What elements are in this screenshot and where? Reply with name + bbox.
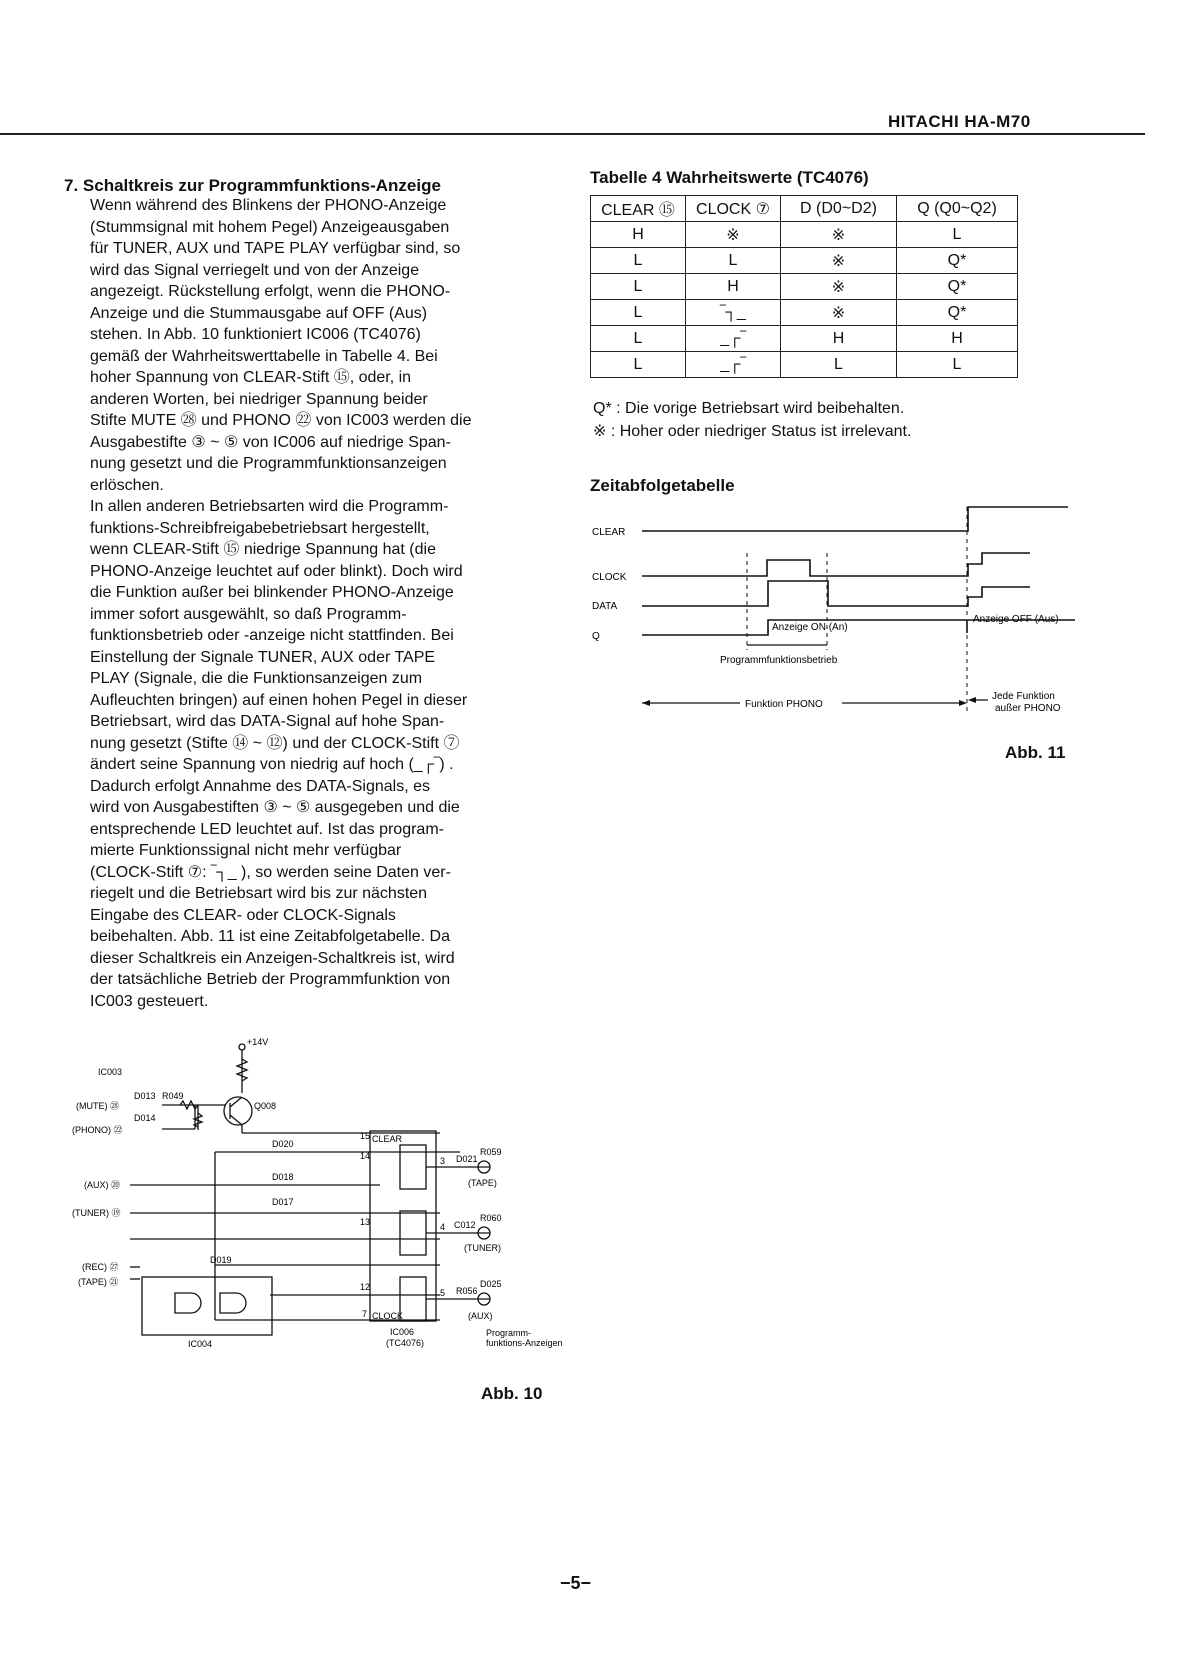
figure-caption-abb11: Abb. 11 bbox=[1005, 743, 1066, 762]
timing-title: Zeitabfolgetabelle bbox=[590, 476, 735, 495]
table-cell: _┌‾ bbox=[686, 326, 781, 352]
table-cell: _┌‾ bbox=[686, 352, 781, 378]
signal-label-data: DATA bbox=[592, 601, 618, 612]
part-label: D020 bbox=[272, 1139, 294, 1149]
table-header-row bbox=[591, 196, 1018, 222]
table-cell: L bbox=[781, 352, 897, 378]
text-line: Aufleuchten bringen) auf einen hohen Pegel in dieser bbox=[90, 691, 468, 709]
clear-waveform bbox=[642, 507, 1068, 531]
text-line: (Stummsignal mit hohem Pegel) Anzeigeausgaben bbox=[90, 218, 450, 236]
output-label-2: funktions-Anzeigen bbox=[486, 1338, 563, 1348]
text-line: mierte Funktionssignal nicht mehr verfügbar bbox=[90, 842, 402, 859]
part-label: D014 bbox=[134, 1113, 156, 1123]
text-line: für TUNER, AUX und TAPE PLAY verfügbar sind, so bbox=[90, 240, 461, 257]
text-line: entsprechende LED leuchtet auf. Ist das program- bbox=[90, 820, 444, 838]
table-cell: ‾┐_ bbox=[686, 300, 781, 326]
q008-transistor bbox=[224, 1097, 252, 1125]
schematic-diagram bbox=[70, 1035, 610, 1375]
arrow-head bbox=[642, 700, 650, 706]
table-row bbox=[591, 274, 1018, 300]
supply-terminal bbox=[239, 1044, 245, 1050]
ic-pin: 3 bbox=[440, 1156, 446, 1166]
arrow-head bbox=[959, 700, 967, 706]
text-line: In allen anderen Betriebsarten wird die Programm- bbox=[90, 498, 449, 515]
text-line: anderen Worten, bei niedriger Spannung beider bbox=[90, 390, 428, 408]
text-line: Eingabe des CLEAR- oder CLOCK-Signals bbox=[90, 906, 396, 924]
header-rule bbox=[0, 133, 1145, 135]
text-line: ändert seine Spannung von niedrig auf hoch (_┌‾) . bbox=[90, 756, 454, 773]
table-cell: L bbox=[591, 352, 686, 378]
text-line: dieser Schaltkreis ein Anzeigen-Schaltkreis ist, wird bbox=[90, 949, 455, 967]
text-line: wird von Ausgabestiften ③ ~ ⑤ ausgegeben und die bbox=[90, 799, 460, 816]
truth-table bbox=[590, 195, 1018, 378]
table-cell: L bbox=[591, 248, 686, 274]
clock-waveform bbox=[642, 553, 1030, 576]
output-label-1: Programm- bbox=[486, 1328, 532, 1338]
text-line: Betriebsart, wird das DATA-Signal auf hohe Span- bbox=[90, 713, 445, 730]
label-anzeige-off: Anzeige OFF (Aus) bbox=[973, 614, 1059, 625]
text-line: Ausgabestifte ③ ~ ⑤ von IC006 auf niedrige Span- bbox=[90, 433, 451, 451]
text-line: immer sofort ausgewählt, so daß Programm- bbox=[90, 605, 407, 623]
table-cell: L bbox=[591, 274, 686, 300]
table-row bbox=[591, 352, 1018, 378]
part-label: D019 bbox=[210, 1255, 232, 1265]
ic-pin: 4 bbox=[440, 1222, 446, 1232]
arrow-head bbox=[968, 697, 976, 703]
section-title: 7. Schaltkreis zur Programmfunktions-Anzeige bbox=[64, 176, 441, 195]
text-line: PHONO-Anzeige leuchtet auf oder blinkt). Doch wird bbox=[90, 562, 463, 580]
text-line: wenn CLEAR-Stift ⑮ niedrige Spannung hat (die bbox=[90, 541, 436, 558]
text-line: Einstellung der Signale TUNER, AUX oder TAPE bbox=[90, 648, 436, 666]
text-line: riegelt und die Betriebsart wird bis zur nächsten bbox=[90, 885, 428, 902]
supply-label: +14V bbox=[247, 1037, 269, 1047]
ic003-label: IC003 bbox=[98, 1067, 123, 1077]
signal-label-clear: CLEAR bbox=[592, 527, 626, 538]
text-line: stehen. In Abb. 10 funktioniert IC006 (TC4076) bbox=[90, 326, 421, 343]
part-label: C012 bbox=[454, 1220, 476, 1230]
input-aux: (AUX) ⑳ bbox=[84, 1180, 121, 1190]
ic-pin: 5 bbox=[440, 1288, 446, 1298]
ic004-body bbox=[142, 1277, 272, 1335]
output-aux: (AUX) bbox=[468, 1311, 493, 1321]
ic-pin: 12 bbox=[360, 1282, 371, 1292]
table-cell: ※ bbox=[781, 222, 897, 248]
text-line: Anzeige und die Stummausgabe auf OFF (Aus) bbox=[90, 304, 428, 322]
table-cell: ※ bbox=[781, 300, 897, 326]
table-cell: Q* bbox=[897, 300, 1018, 326]
label-jede-funktion: Jede Funktion bbox=[992, 691, 1055, 702]
label-anzeige-on: Anzeige ON (An) bbox=[772, 622, 848, 633]
ic-pin: 14 bbox=[360, 1151, 371, 1161]
paragraph-1 bbox=[90, 195, 472, 496]
table-cell: H bbox=[897, 326, 1018, 352]
ic006-label: IC006 bbox=[390, 1327, 415, 1337]
text-line: nung gesetzt (Stifte ⑭ ~ ⑫) und der CLOCK-Stift ⑦ bbox=[90, 734, 460, 752]
text-line: funktions-Schreibfreigabebetriebsart hergestellt, bbox=[90, 519, 430, 537]
part-label: D018 bbox=[272, 1172, 294, 1182]
part-label: R060 bbox=[480, 1213, 502, 1223]
table-row bbox=[591, 248, 1018, 274]
table-note-irrelevant: ※ : Hoher oder niedriger Status ist irrelevant. bbox=[593, 423, 912, 440]
table-cell: L bbox=[591, 300, 686, 326]
page-number: −5− bbox=[560, 1573, 592, 1593]
signal-label-q: Q bbox=[592, 631, 600, 642]
ic004-label: IC004 bbox=[188, 1339, 213, 1349]
table-row bbox=[591, 326, 1018, 352]
text-line: die Funktion außer bei blinkender PHONO-Anzeige bbox=[90, 584, 454, 601]
label-funktion-phono: Funktion PHONO bbox=[745, 699, 823, 710]
text-line: Wenn während des Blinkens der PHONO-Anzeige bbox=[90, 197, 447, 214]
text-line: hoher Spannung von CLEAR-Stift ⑮, oder, in bbox=[90, 369, 412, 386]
ic-pin: 13 bbox=[360, 1217, 371, 1227]
input-tuner: (TUNER) ⑲ bbox=[72, 1208, 121, 1218]
timing-diagram bbox=[590, 495, 1090, 725]
table-cell: H bbox=[591, 222, 686, 248]
part-label: R049 bbox=[162, 1091, 184, 1101]
table-cell: ※ bbox=[781, 274, 897, 300]
output-tape: (TAPE) bbox=[468, 1178, 497, 1188]
text-line: (CLOCK-Stift ⑦: ‾┐_ ), so werden seine Daten ver- bbox=[90, 863, 451, 881]
input-tape: (TAPE) ㉑ bbox=[78, 1277, 119, 1287]
text-line: IC003 gesteuert. bbox=[90, 992, 209, 1010]
part-label: D013 bbox=[134, 1091, 156, 1101]
text-line: wird das Signal verriegelt und von der Anzeige bbox=[90, 261, 420, 279]
text-line: gemäß der Wahrheitswerttabelle in Tabelle 4. Bei bbox=[90, 347, 438, 365]
table-cell: Q* bbox=[897, 248, 1018, 274]
table-row bbox=[591, 222, 1018, 248]
signal-label-clock: CLOCK bbox=[592, 572, 627, 583]
text-line: nung gesetzt und die Programmfunktionsanzeigen bbox=[90, 455, 447, 472]
table-cell: L bbox=[897, 222, 1018, 248]
part-label: D021 bbox=[456, 1154, 478, 1164]
text-line: Dadurch erfolgt Annahme des DATA-Signals, es bbox=[90, 777, 431, 795]
table-cell: Q* bbox=[897, 274, 1018, 300]
table-note-q: Q* : Die vorige Betriebsart wird beibehalten. bbox=[593, 400, 905, 417]
part-label: R059 bbox=[480, 1147, 502, 1157]
text-line: funktionsbetrieb oder -anzeige nicht stattfinden. Bei bbox=[90, 627, 454, 644]
ic006-clear: CLEAR bbox=[372, 1134, 403, 1144]
ic006-clock: CLOCK bbox=[372, 1311, 404, 1321]
brand-header: HITACHI HA-M70 bbox=[888, 112, 1031, 131]
table-cell: ※ bbox=[686, 222, 781, 248]
text-line: Stifte MUTE ㉘ und PHONO ㉒ von IC003 werden die bbox=[90, 412, 472, 429]
output-tuner: (TUNER) bbox=[464, 1243, 501, 1253]
text-line: beibehalten. Abb. 11 ist eine Zeitabfolgetabelle. Da bbox=[90, 928, 450, 945]
table-header: D (D0~D2) bbox=[781, 196, 897, 222]
table-cell: L bbox=[591, 326, 686, 352]
text-line: PLAY (Signale, die die Funktionsanzeigen zum bbox=[90, 670, 423, 687]
text-line: der tatsächliche Betrieb der Programmfunktion von bbox=[90, 971, 451, 988]
text-line: angezeigt. Rückstellung erfolgt, wenn die PHONO- bbox=[90, 283, 451, 300]
label-prog-betrieb: Programmfunktionsbetrieb bbox=[720, 655, 838, 666]
table-row bbox=[591, 300, 1018, 326]
table-cell: L bbox=[897, 352, 1018, 378]
table-cell: ※ bbox=[781, 248, 897, 274]
part-label: R056 bbox=[456, 1286, 478, 1296]
paragraph-2 bbox=[90, 496, 467, 1012]
gate-2 bbox=[220, 1293, 246, 1313]
table-cell: L bbox=[686, 248, 781, 274]
part-label: Q008 bbox=[254, 1101, 277, 1111]
text-line: erlöschen. bbox=[90, 476, 164, 494]
table-header: CLOCK ⑦ bbox=[686, 196, 781, 222]
data-waveform bbox=[642, 581, 1030, 606]
ic-pin: 15 bbox=[360, 1131, 371, 1141]
part-label: D017 bbox=[272, 1197, 294, 1207]
input-rec: (REC) ㉗ bbox=[82, 1262, 119, 1272]
table-header: CLEAR ⑮ bbox=[591, 196, 686, 222]
ic006-type: (TC4076) bbox=[386, 1338, 425, 1348]
table-header: Q (Q0~Q2) bbox=[897, 196, 1018, 222]
truth-table-title: Tabelle 4 Wahrheitswerte (TC4076) bbox=[590, 168, 869, 187]
table-cell: H bbox=[781, 326, 897, 352]
input-mute: (MUTE) ㉘ bbox=[76, 1101, 119, 1111]
input-phono: (PHONO) ㉒ bbox=[72, 1125, 123, 1135]
ic-pin: 7 bbox=[362, 1309, 368, 1319]
part-label: D025 bbox=[480, 1279, 502, 1289]
label-ausser-phono: außer PHONO bbox=[995, 703, 1061, 714]
gate-1 bbox=[175, 1293, 201, 1313]
figure-caption-abb10: Abb. 10 bbox=[481, 1384, 543, 1403]
table-cell: H bbox=[686, 274, 781, 300]
